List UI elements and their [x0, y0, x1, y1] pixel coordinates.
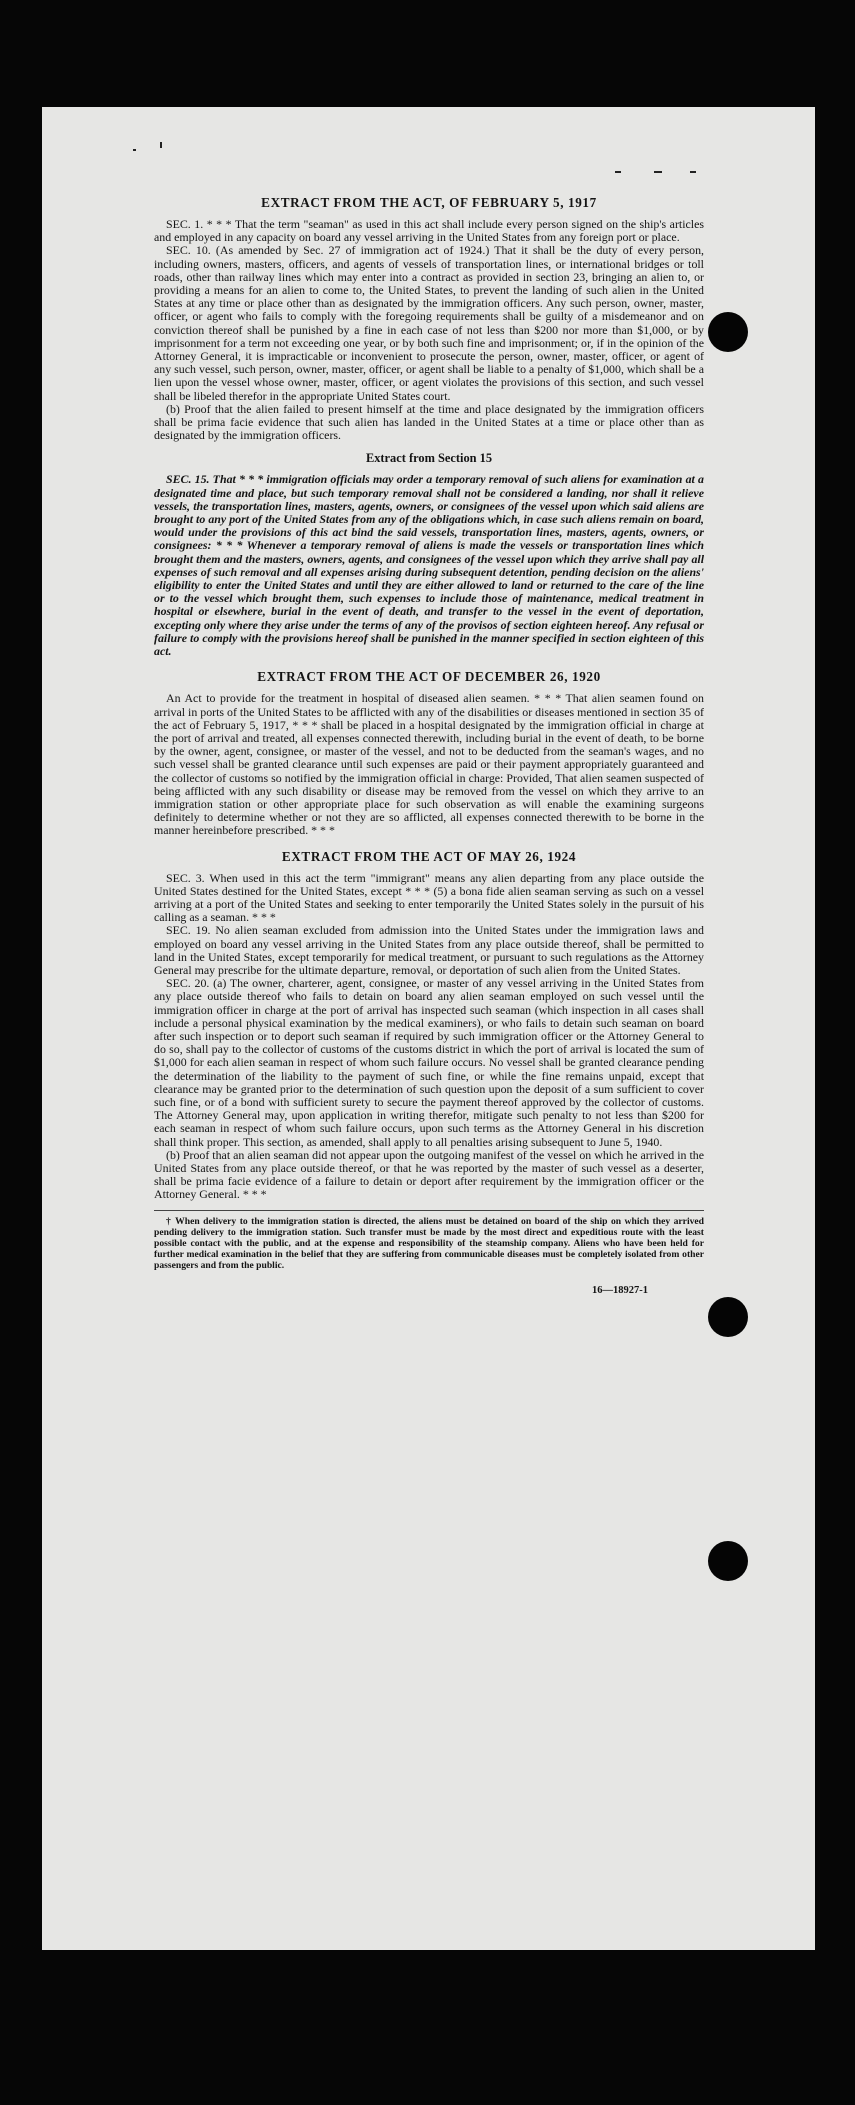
section-heading: EXTRACT FROM THE ACT OF DECEMBER 26, 1920: [257, 669, 601, 685]
punch-hole: [708, 1297, 748, 1337]
scan-mark: [654, 171, 662, 173]
document-page: [42, 107, 815, 1950]
paragraph: SEC. 1. * * * That the term "seaman" as used in this act shall include every person signed on the ship's articles and employed in any capacity on board any vessel arriving in the United States from any foreign port or place.: [154, 217, 704, 245]
scan-mark: [133, 149, 136, 151]
document-text: [154, 195, 704, 1296]
scan-mark: [615, 171, 621, 173]
paragraph: SEC. 20. (a) The owner, charterer, agent, consignee, or master of any vessel arriving in the United States from any place outside thereof who fails to detain on board any alien seaman employed on such vessel until the immigration officer in charge at the port of arrival has inspected such seaman (which inspection in all cases shall include a personal physical examination by the medical examiners), or who fails to detain such seaman on board after such inspection or to deport such seaman if required by such immigration officer or the Attorney General to do so, shall pay to the collector of customs of the customs district in which the port of arrival is located the sum of $1,000 for each alien seaman in respect of whom such failure occurs. No vessel shall be granted clearance pending the determination of the liability to the payment of such fine, or while the fine remains unpaid, except that clearance may be granted prior to the determination of such question upon the deposit of a sum sufficient to cover such fine, or of a bond with sufficient surety to secure the payment thereof approved by the collector of customs. The Attorney General may, upon application in writing therefor, mitigate such penalty to not less than $200 for each seaman in respect of whom such failure occurs, upon such terms as the Attorney General in his discretion shall think proper. This section, as amended, shall apply to all penalties arising subsequent to June 5, 1940.: [154, 976, 704, 1149]
document-number: 16—18927-1: [592, 1284, 648, 1296]
scan-mark: [160, 142, 162, 148]
footnote: † When delivery to the immigration station is directed, the aliens must be detained on board of the ship on which they arrived pending delivery to the immigration station. Such transfer must be made by the most direct and expeditious route with the least possible contact with the public, and at the expense and responsibility of the steamship company. Aliens who have been held for further medical examination in the belief that they are suffering from communicable diseases must be completely isolated from other passengers and from the public.: [154, 1215, 704, 1271]
paragraph: (b) Proof that an alien seaman did not appear upon the outgoing manifest of the vessel on which he arrived in the United States from any place outside thereof, or that he was reported by the master of such vessel as a deserter, shall be prima facie evidence of a failure to detain or deport after requirement by the immigration officer or the Attorney General. * * *: [154, 1147, 704, 1202]
punch-hole: [708, 1541, 748, 1581]
paragraph: An Act to provide for the treatment in hospital of diseased alien seamen. * * * That alien seamen found on arrival in ports of the United States to be afflicted with any of the disabilities or diseases mentioned in section 35 of the act of February 5, 1917, * * * shall be placed in a hospital designated by the immigration official in charge at the port of arrival and treated, all expenses connected therewith, including burial in the event of death, to be borne by the owner, agent, consignee, or master of the vessel, and not to be deducted from the seaman's wages, and no such vessel shall be granted clearance until such expenses are paid or their payment appropriately guaranteed and the collector of customs so notified by the immigration official in charge: Provided, That alien seamen suspected of being afflicted with any such disability or disease may be removed from the vessel on which they arrive to an immigration station or other appropriate place for such observation as will enable the examining surgeons definitely to determine whether or not they are so afflicted, all expenses connected therewith to be borne in the manner hereinbefore prescribed. * * *: [154, 691, 704, 838]
paragraph: (b) Proof that the alien failed to present himself at the time and place designated by the immigration officers shall be prima facie evidence that such alien has landed in the United States at a time or place other than as designated by the immigration officers.: [154, 401, 704, 443]
section-subheading: Extract from Section 15: [365, 451, 493, 466]
paragraph: SEC. 10. (As amended by Sec. 27 of immigration act of 1924.) That it shall be the duty of every person, including owners, masters, officers, and agents of vessels of transportation lines, or international bridges or toll roads, other than railway lines which may enter into a contract as provided in section 23, bringing an alien to, or providing a means for an alien to come to, the United States, to prevent the landing of such alien in the United States at any time or place other than as designated by the immigration officers. Any such person, owner, master, officer, or agent who fails to comply with the foregoing requirements shall be guilty of a misdemeanor and on conviction thereof shall be punished by a fine in each case of not less than $200 nor more than $1,000, or by imprisonment for a term not exceeding one year, or by both such fine and imprisonment; or, if in the opinion of the Attorney General, it is impracticable or inconvenient to prosecute the person, owner, master, officer, or agent of any such vessel, such person, owner, master, officer, or agent shall be liable to a penalty of $1,000, which shall be a lien upon the vessel whose owner, master, officer, or agent violates the provisions of this section, and such vessel shall be libeled therefor in the appropriate United States court.: [154, 243, 704, 403]
paragraph: SEC. 19. No alien seaman excluded from admission into the United States under the immigration laws and employed on board any vessel arriving in the United States from any place outside thereof, shall be permitted to land in the United States, except temporarily for medical treatment, or pursuant to such regulations as the Attorney General may prescribe for the ultimate departure, removal, or deportation of such alien from the United States.: [154, 923, 704, 977]
section-heading: EXTRACT FROM THE ACT, OF FEBRUARY 5, 1917: [261, 195, 597, 210]
scan-mark: [690, 171, 696, 173]
paragraph: SEC. 15. That * * * immigration officials may order a temporary removal of such aliens for examination at a designated time and place, but such temporary removal shall not be considered a landing, nor shall it relieve vessels, the transportation lines, masters, agents, owners, or consignees of the vessel upon which said aliens are brought to any port of the United States from any of the obligations which, in case such aliens remain on board, would under the provisions of this act bind the said vessels, transportation lines, masters, agents, owners, or consignees: * * * Whenever a temporary removal of aliens is made the vessels or transportation lines which brought them and the masters, owners, agents, and consignees of the vessel upon which they arrive shall pay all expenses of such removal and all expenses arising during subsequent detention, pending decision on the aliens' eligibility to enter the United States and until they are either allowed to land or returned to the care of the line or to the vessel which brought them, such expenses to include those of maintenance, medical treatment in hospital or elsewhere, burial in the event of death, and transfer to the vessel in the event of deportation, excepting only where they arise under the terms of any of the provisos of section eighteen hereof. Any refusal or failure to comply with the provisions hereof shall be punished in the manner specified in section eighteen of this act.: [154, 472, 704, 659]
footnote-divider: [154, 1210, 704, 1211]
paragraph: SEC. 3. When used in this act the term "immigrant" means any alien departing from any place outside the United States destined for the United States, except * * * (5) a bona fide alien seaman serving as such on a vessel arriving at a port of the United States and seeking to enter temporarily the United States solely in the pursuit of his calling as a seaman. * * *: [154, 870, 704, 925]
section-heading: EXTRACT FROM THE ACT OF MAY 26, 1924: [281, 848, 577, 864]
punch-hole: [708, 312, 748, 352]
